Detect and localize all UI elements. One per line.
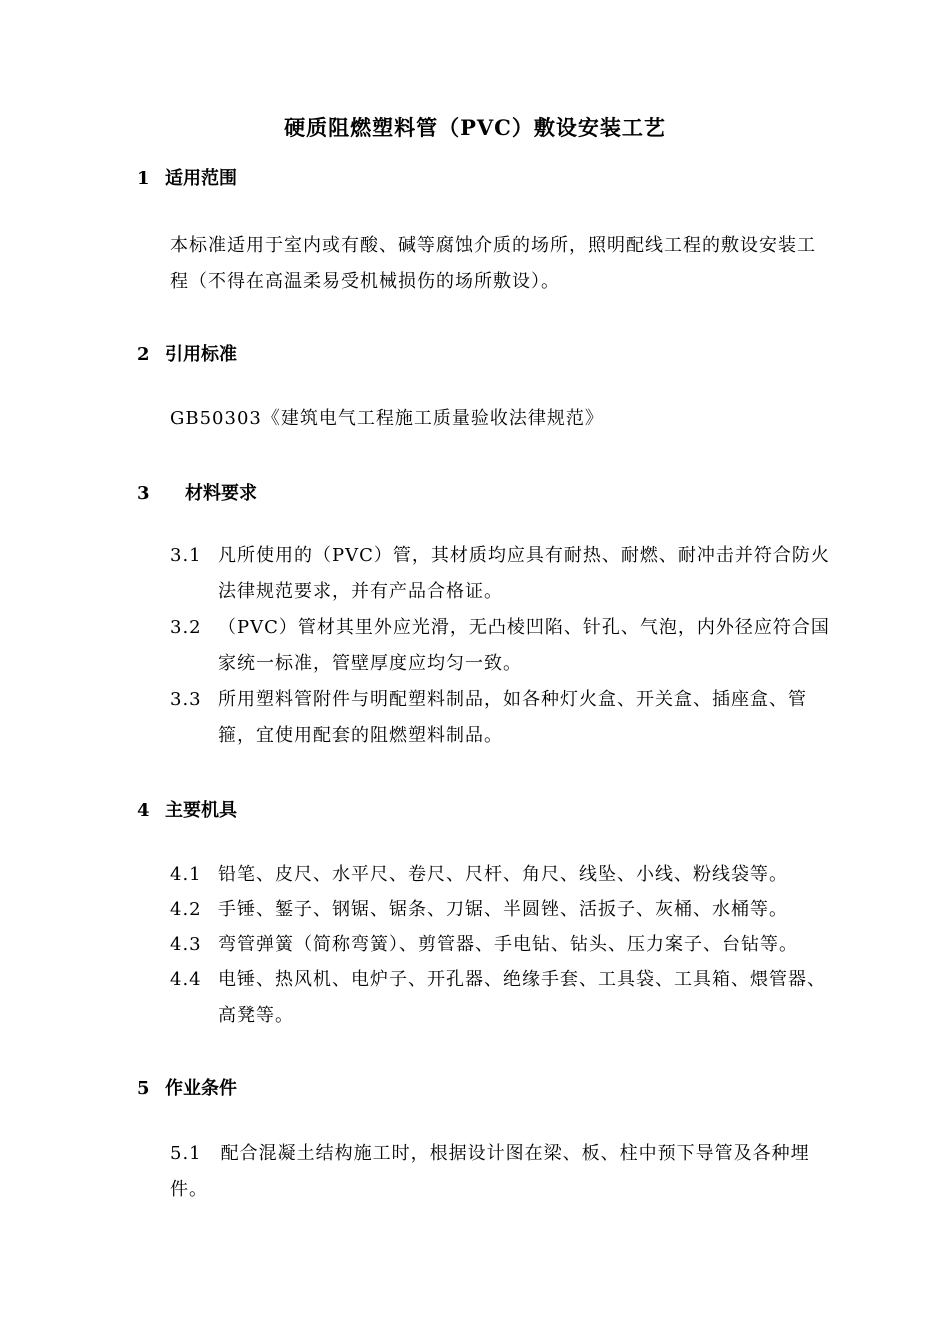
- list-item: [170, 610, 830, 682]
- item-text: 凡所使用的（PVC）管，其材质均应具有耐热、耐燃、耐冲击并符合防火法律规范要求，并有产品合格证。: [218, 545, 830, 602]
- section-heading-5: [137, 1074, 237, 1100]
- section-1-paragraph: 本标准适用于室内或有酸、碱等腐蚀介质的场所，照明配线工程的敷设安装工程（不得在高温柔易受机械损伤的场所敷设）。: [170, 235, 816, 292]
- list-item: [170, 682, 830, 754]
- section-number: 2: [137, 344, 150, 365]
- item-text: 弯管弹簧（简称弯簧）、剪管器、手电钻、钻头、压力案子、台钻等。: [218, 934, 798, 955]
- list-item: [170, 927, 830, 963]
- section-number: 4: [137, 800, 150, 821]
- section-heading-4: [137, 796, 237, 822]
- item-number: 4.1: [170, 864, 202, 885]
- item-number: 3.2: [170, 617, 202, 638]
- section-title: 引用标准: [165, 344, 237, 365]
- item-number: 3.3: [170, 689, 202, 710]
- item-number: 4.3: [170, 934, 202, 955]
- item-text: 铅笔、皮尺、水平尺、卷尺、尺杆、角尺、线坠、小线、粉线袋等。: [218, 864, 788, 885]
- item-text: 所用塑料管附件与明配塑料制品，如各种灯火盒、开关盒、插座盒、管箍，宜使用配套的阻燃塑料制品。: [218, 689, 807, 746]
- list-item: [170, 962, 830, 1034]
- item-number: 3.1: [170, 545, 202, 566]
- item-text: 电锤、热风机、电炉子、开孔器、绝缘手套、工具袋、工具箱、煨管器、高凳等。: [218, 969, 826, 1026]
- section-5-paragraph: 5.1 配合混凝土结构施工时，根据设计图在梁、板、柱中预下导管及各种埋件。: [170, 1143, 810, 1200]
- document-title: 硬质阻燃塑料管（PVC）敷设安装工艺: [284, 115, 666, 140]
- section-number: 5: [137, 1078, 150, 1099]
- section-heading-3: [137, 479, 257, 505]
- list-item: [170, 892, 830, 928]
- section-heading-1: [137, 164, 237, 190]
- section-number: 1: [137, 168, 150, 189]
- list-item: [170, 538, 830, 610]
- item-text: （PVC）管材其里外应光滑，无凸棱凹陷、针孔、气泡，内外径应符合国家统一标准，管壁厚度应均匀一致。: [218, 617, 830, 674]
- list-item: [170, 857, 830, 893]
- section-number: 3: [137, 483, 150, 504]
- section-title: 适用范围: [165, 168, 237, 189]
- section-title: 主要机具: [165, 800, 237, 821]
- item-number: 4.2: [170, 899, 202, 920]
- section-heading-2: [137, 340, 237, 366]
- section-title: 材料要求: [185, 483, 257, 504]
- item-text: 手锤、錾子、钢锯、锯条、刀锯、半圆锉、活扳子、灰桶、水桶等。: [218, 899, 788, 920]
- section-title: 作业条件: [165, 1078, 237, 1099]
- item-number: 4.4: [170, 969, 202, 990]
- section-2-paragraph: GB50303《建筑电气工程施工质量验收法律规范》: [170, 408, 604, 429]
